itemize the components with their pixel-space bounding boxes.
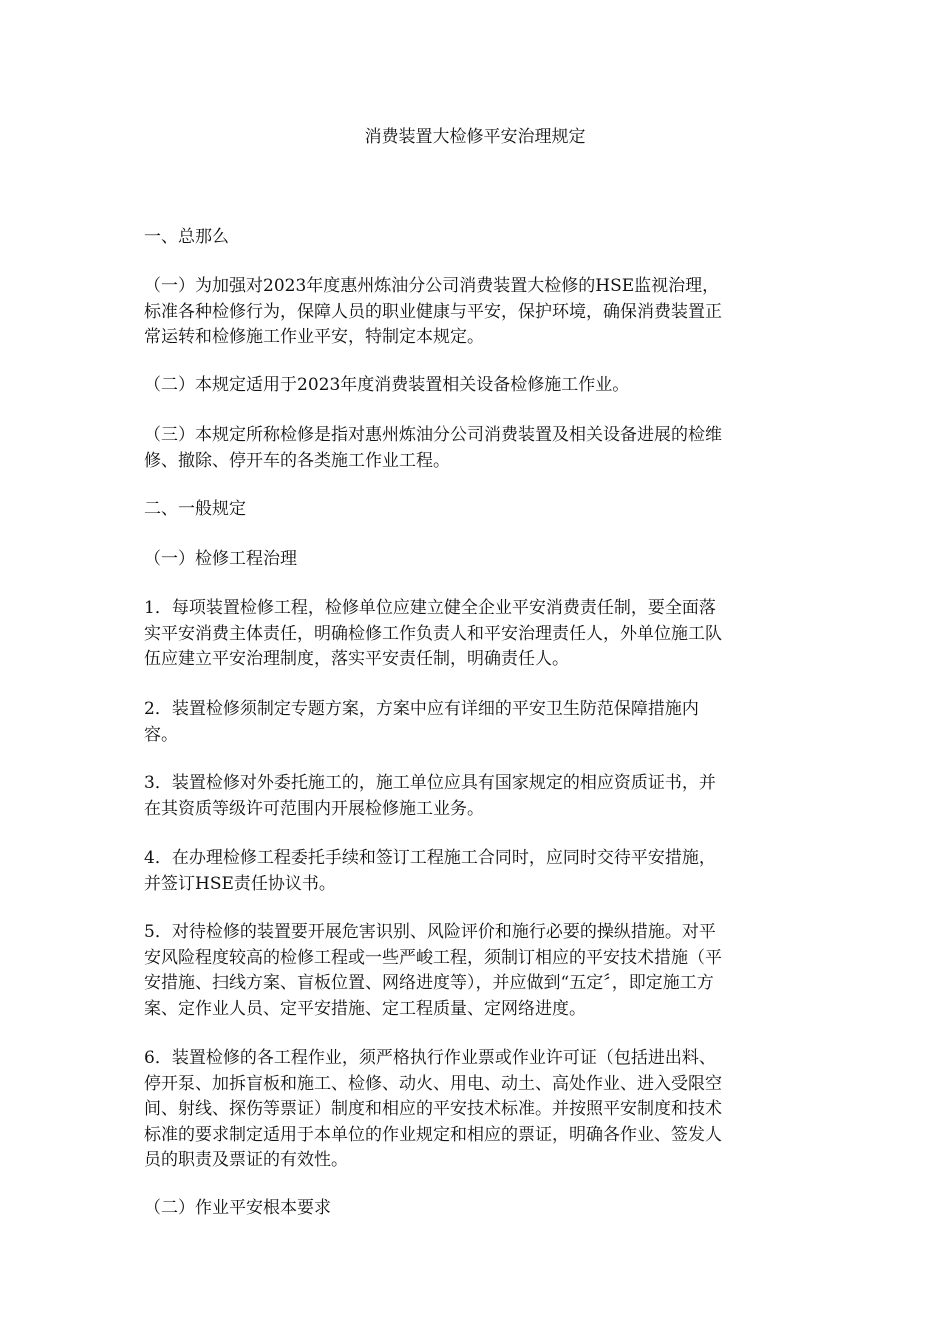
paragraph-line: 安风险程度较高的检修工程或一些严峻工程，须制订相应的平安技术措施（平 bbox=[144, 947, 722, 968]
heading-text: 二、一般规定 bbox=[144, 499, 246, 519]
paragraph-line: 3．装置检修对外委托施工的，施工单位应具有国家规定的相应资质证书，并 bbox=[144, 773, 716, 793]
paragraph-line: 标准各种检修行为，保障人员的职业健康与平安，保护环境，确保消费装置正 bbox=[144, 301, 722, 322]
paragraph-line: 5．对待检修的装置要开展危害识别、风险评价和施行必要的操纵措施。对平 bbox=[144, 922, 716, 942]
paragraph-general-3 bbox=[144, 423, 816, 474]
paragraph-line: （二）本规定适用于2023年度消费装置相关设备检修施工作业。 bbox=[144, 375, 630, 395]
paragraph-line: （三）本规定所称检修是指对惠州炼油分公司消费装置及相关设备进展的检维 bbox=[144, 425, 722, 445]
paragraph-line: 案、定作业人员、定平安措施、定工程质量、定网络进度。 bbox=[144, 998, 586, 1019]
paragraph-line: 标准的要求制定适用于本单位的作业规定和相应的票证，明确各作业、签发人 bbox=[144, 1124, 722, 1145]
heading-text: 一、总那么 bbox=[144, 227, 229, 247]
paragraph-line: 间、射线、探伤等票证）制度和相应的平安技术标准。并按照平安制度和技术 bbox=[144, 1099, 722, 1119]
paragraph-line: 1．每项装置检修工程，检修单位应建立健全企业平安消费责任制，要全面落 bbox=[144, 598, 716, 618]
subsection-heading-safety bbox=[144, 1196, 816, 1222]
section-heading-general bbox=[144, 225, 816, 251]
paragraph-line: 在其资质等级许可范围内开展检修施工业务。 bbox=[144, 798, 484, 819]
paragraph-line: 并签订HSE责任协议书。 bbox=[144, 873, 336, 894]
subheading-text: （一）检修工程治理 bbox=[144, 549, 297, 569]
paragraph-line: 容。 bbox=[144, 724, 178, 745]
rule-item-2 bbox=[144, 697, 816, 748]
rule-item-3 bbox=[144, 771, 816, 822]
document-title: 消费装置大检修平安治理规定 bbox=[364, 127, 586, 147]
section-heading-rules bbox=[144, 497, 816, 523]
rule-item-5 bbox=[144, 920, 816, 1022]
paragraph-general-2 bbox=[144, 373, 816, 399]
subheading-text: （二）作业平安根本要求 bbox=[144, 1198, 331, 1218]
rule-item-1 bbox=[144, 596, 816, 673]
paragraph-line: （一）为加强对2023年度惠州炼油分公司消费装置大检修的HSE监视治理， bbox=[144, 276, 720, 296]
paragraph-line: 2．装置检修须制定专题方案，方案中应有详细的平安卫生防范保障措施内 bbox=[144, 699, 699, 719]
paragraph-line: 伍应建立平安治理制度，落实平安责任制，明确责任人。 bbox=[144, 649, 569, 669]
paragraph-line: 安措施、扫线方案、盲板位置、网络进度等），并应做到“五定〞，即定施工方 bbox=[144, 973, 714, 993]
paragraph-line: 实平安消费主体责任，明确检修工作负责人和平安治理责任人，外单位施工队 bbox=[144, 623, 722, 644]
paragraph-line: 修、撤除、停开车的各类施工作业工程。 bbox=[144, 450, 450, 471]
paragraph-line: 常运转和检修施工作业平安，特制定本规定。 bbox=[144, 327, 484, 347]
rule-item-6 bbox=[144, 1046, 816, 1174]
subsection-heading-project bbox=[144, 547, 816, 573]
paragraph-general-1 bbox=[144, 274, 816, 351]
paragraph-line: 停开泵、加拆盲板和施工、检修、动火、用电、动土、高处作业、进入受限空 bbox=[144, 1073, 722, 1094]
paragraph-line: 员的职责及票证的有效性。 bbox=[144, 1150, 348, 1170]
paragraph-line: 4．在办理检修工程委托手续和签订工程施工合同时，应同时交待平安措施， bbox=[144, 848, 716, 868]
paragraph-line: 6．装置检修的各工程作业，须严格执行作业票或作业许可证（包括进出料、 bbox=[144, 1048, 716, 1068]
rule-item-4 bbox=[144, 846, 816, 897]
